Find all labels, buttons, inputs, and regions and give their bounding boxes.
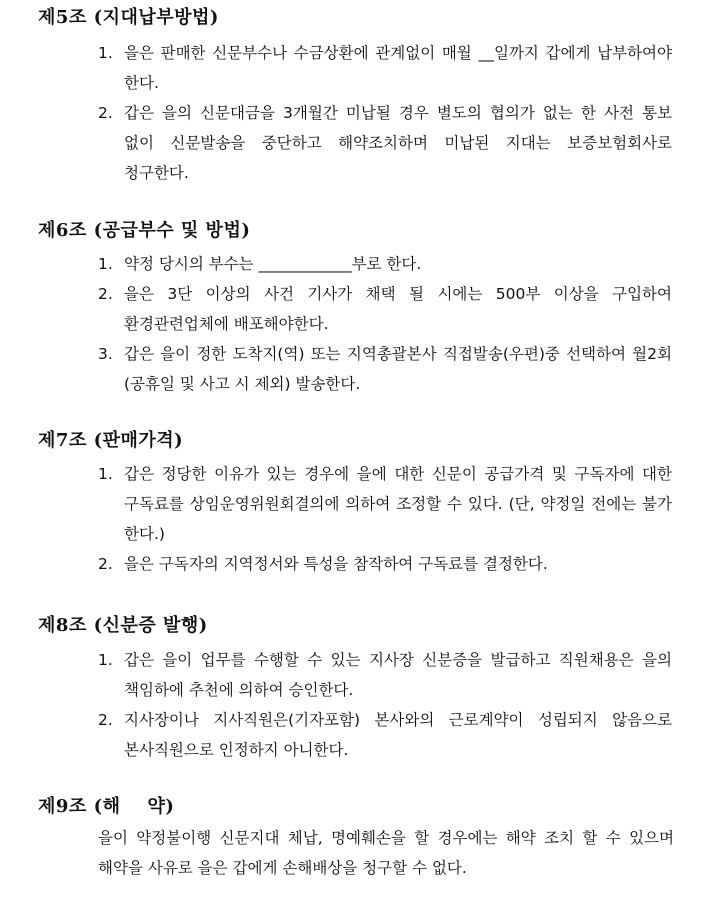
item-text: 갑은 을의 신문대금을 3개월간 미납될 경우 별도의 협의가 없는 한 사전 통보 없이 신문발송을 중단하고 해약조치하며 미납된 지대는 보증보험회사로 청구한다. xyxy=(124,104,672,182)
item-text: 갑은 을이 정한 도착지(역) 또는 지역총괄본사 직접발송(우편)중 선택하여 월2회 (공휴일 및 사고 시 제외) 발송한다. xyxy=(124,345,672,393)
item-text: 지사장이나 지사직원은(기자포함) 본사와의 근로계약이 성립되지 않음으로 본사직원으로 인정하지 아니한다. xyxy=(124,711,672,759)
item-text: 약정 당시의 부수는 ____________부로 한다. xyxy=(124,255,422,273)
article-body: 을이 약정불이행 신문지대 체납, 명예훼손을 할 경우에는 해약 조치 할 수 있으며 해약을 사유로 을은 갑에게 손해배상을 청구할 수 없다. xyxy=(98,829,674,877)
item-number: 1. xyxy=(98,44,113,62)
item-text: 을은 구독자의 지역정서와 특성을 참작하여 구독료를 결정한다. xyxy=(124,555,548,573)
item-number: 2. xyxy=(98,711,113,729)
article-title: 제9조 (해 약) xyxy=(38,796,175,817)
item-text: 을은 3단 이상의 사건 기사가 채택 될 시에는 500부 이상을 구입하여 환경관련업체에 배포해야한다. xyxy=(124,285,672,333)
item-number: 1. xyxy=(98,465,113,483)
article-title: 제7조 (판매가격) xyxy=(38,430,184,451)
item-number: 2. xyxy=(98,555,113,573)
item-number: 1. xyxy=(98,255,113,273)
article-title: 제6조 (공급부수 및 방법) xyxy=(38,220,251,241)
item-number: 3. xyxy=(98,345,113,363)
item-number: 2. xyxy=(98,285,113,303)
item-number: 1. xyxy=(98,651,113,669)
item-number: 2. xyxy=(98,104,113,122)
item-text: 갑은 정당한 이유가 있는 경우에 을에 대한 신문이 공급가격 및 구독자에 대한 구독료를 상임운영위원회결의에 의하여 조정할 수 있다. (단, 약정일 전에는 불가 한다.) xyxy=(124,465,672,543)
item-text: 을은 판매한 신문부수나 수금상환에 관계없이 매월 __일까지 갑에게 납부하여야 한다. xyxy=(124,44,672,92)
item-text: 갑은 을이 업무를 수행할 수 있는 지사장 신분증을 발급하고 직원채용은 을의 책임하에 추천에 의하여 승인한다. xyxy=(124,651,672,699)
article-title: 제5조 (지대납부방법) xyxy=(38,7,219,28)
article-title: 제8조 (신분증 발행) xyxy=(38,615,208,636)
